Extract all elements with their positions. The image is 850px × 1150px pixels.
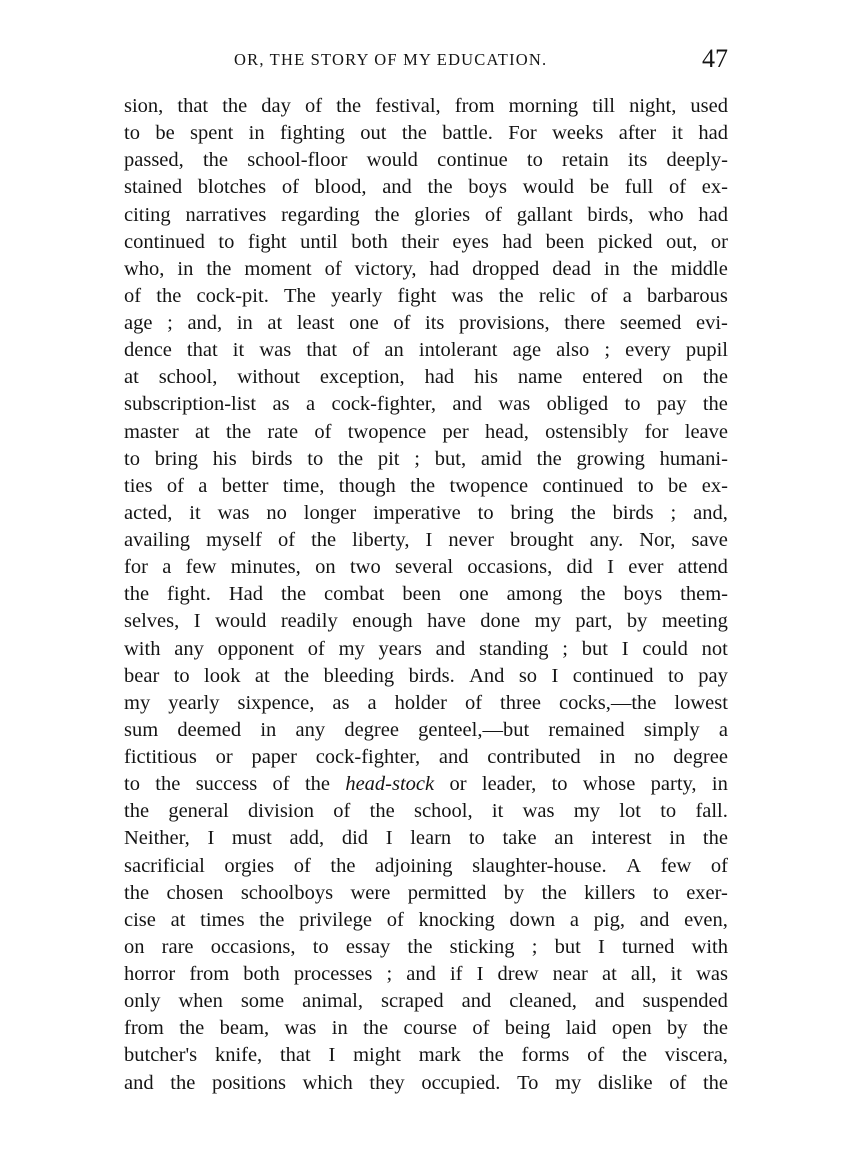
text-line: only when some animal, scraped and cleaned, and suspended: [124, 990, 728, 1013]
text-line: for a few minutes, on two several occasions, did I ever attend: [124, 556, 728, 579]
text-line: subscription-list as a cock-fighter, and was obliged to pay the: [124, 393, 728, 416]
page-number: 47: [702, 44, 728, 73]
text-line: with any opponent of my years and standing ; but I could not: [124, 637, 728, 660]
text-line: acted, it was no longer imperative to bring the birds ; and,: [124, 501, 728, 524]
text-line: who, in the moment of victory, had dropped dead in the middle: [124, 257, 728, 280]
text-line: from the beam, was in the course of being laid open by the: [124, 1017, 728, 1040]
text-line: sum deemed in any degree genteel,—but remained simply a: [124, 718, 728, 741]
text-line: to bring his birds to the pit ; but, amid the growing humani-: [124, 447, 728, 470]
text-line: at school, without exception, had his name entered on the: [124, 366, 728, 389]
text-line: the general division of the school, it was my lot to fall.: [124, 800, 728, 823]
text-line: of the cock-pit. The yearly fight was the relic of a barbarous: [124, 284, 728, 307]
text-line: and the positions which they occupied. To my dislike of the: [124, 1071, 728, 1094]
text-line: sacrificial orgies of the adjoining slaughter-house. A few of: [124, 854, 728, 877]
text-line: horror from both processes ; and if I drew near at all, it was: [124, 963, 728, 985]
text-line: citing narratives regarding the glories of gallant birds, who had: [124, 203, 728, 226]
text-line: availing myself of the liberty, I never brought any. Nor, save: [124, 529, 728, 551]
text-line: continued to fight until both their eyes had been picked out, or: [124, 230, 728, 253]
text-line: the chosen schoolboys were permitted by the killers to exer-: [124, 881, 728, 904]
running-head: [124, 44, 728, 76]
text-line: to the success of the head-stock or leader, to whose party, in: [124, 773, 728, 796]
text-line: passed, the school-floor would continue to retain its deeply-: [124, 149, 728, 172]
text-line: bear to look at the bleeding birds. And so I continued to pay: [124, 664, 728, 687]
text-line: ties of a better time, though the twopence continued to be ex-: [124, 474, 728, 497]
text-line: the fight. Had the combat been one among the boys them-: [124, 583, 728, 606]
body-text: [124, 93, 728, 1097]
text-line: fictitious or paper cock-fighter, and contributed in no degree: [124, 746, 728, 768]
text-line: to be spent in fighting out the battle. For weeks after it had: [124, 122, 728, 145]
text-line: butcher's knife, that I might mark the forms of the viscera,: [124, 1044, 728, 1067]
text-line: sion, that the day of the festival, from morning till night, used: [124, 95, 728, 117]
text-line: age ; and, in at least one of its provisions, there seemed evi-: [124, 312, 728, 334]
text-line: dence that it was that of an intolerant age also ; every pupil: [124, 339, 728, 362]
text-line: cise at times the privilege of knocking down a pig, and even,: [124, 908, 728, 931]
text-line: on rare occasions, to essay the sticking ; but I turned with: [124, 935, 728, 958]
text-line: stained blotches of blood, and the boys would be full of ex-: [124, 176, 728, 199]
text-line: my yearly sixpence, as a holder of three cocks,—the lowest: [124, 691, 728, 714]
text-line: Neither, I must add, did I learn to take an interest in the: [124, 827, 728, 850]
text-line: selves, I would readily enough have done my part, by meeting: [124, 610, 728, 633]
text-line: master at the rate of twopence per head, ostensibly for leave: [124, 420, 728, 443]
running-title: OR, THE STORY OF MY EDUCATION.: [234, 50, 548, 69]
